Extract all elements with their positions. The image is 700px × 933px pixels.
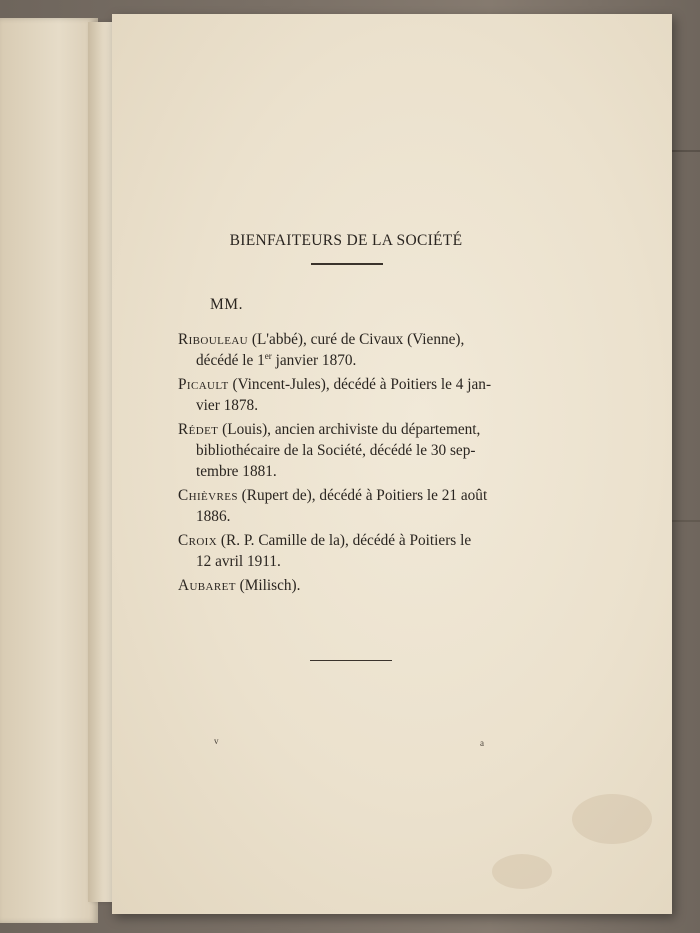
benefactor-name: Picault <box>178 376 229 393</box>
benefactor-name: Rédet <box>178 421 219 438</box>
heading-rule <box>311 263 383 265</box>
list-item: Rédet (Louis), ancien archiviste du département, bibliothécaire de la Société, décédé le 30 sep- tembre 1881. <box>178 421 481 480</box>
list-item: Picault (Vincent-Jules), décédé à Poitiers le 4 jan- vier 1878. <box>178 376 492 414</box>
left-page <box>0 18 98 923</box>
benefactor-name: Aubaret <box>178 577 236 594</box>
list-item: Chièvres (Rupert de), décédé à Poitiers le 21 août 1886. <box>178 487 488 525</box>
benefactor-name: Chièvres <box>178 487 238 504</box>
list-item: Ribouleau (L'abbé), curé de Civaux (Vienne), décédé le 1er janvier 1870. <box>178 331 465 369</box>
benefactor-name: Croix <box>178 532 218 549</box>
benefactor-name: Ribouleau <box>178 331 249 348</box>
signature-mark-left: v <box>214 736 219 746</box>
list-item: Aubaret (Milisch). <box>178 577 301 594</box>
list-item: Croix (R. P. Camille de la), décédé à Poitiers le 12 avril 1911. <box>178 532 472 570</box>
benefactor-list <box>178 329 530 599</box>
signature-mark-right: a <box>480 738 484 748</box>
book-page <box>112 14 672 914</box>
page-heading: BIENFAITEURS DE LA SOCIÉTÉ <box>229 232 463 249</box>
closing-rule <box>310 660 392 661</box>
salutation: MM. <box>210 296 243 313</box>
